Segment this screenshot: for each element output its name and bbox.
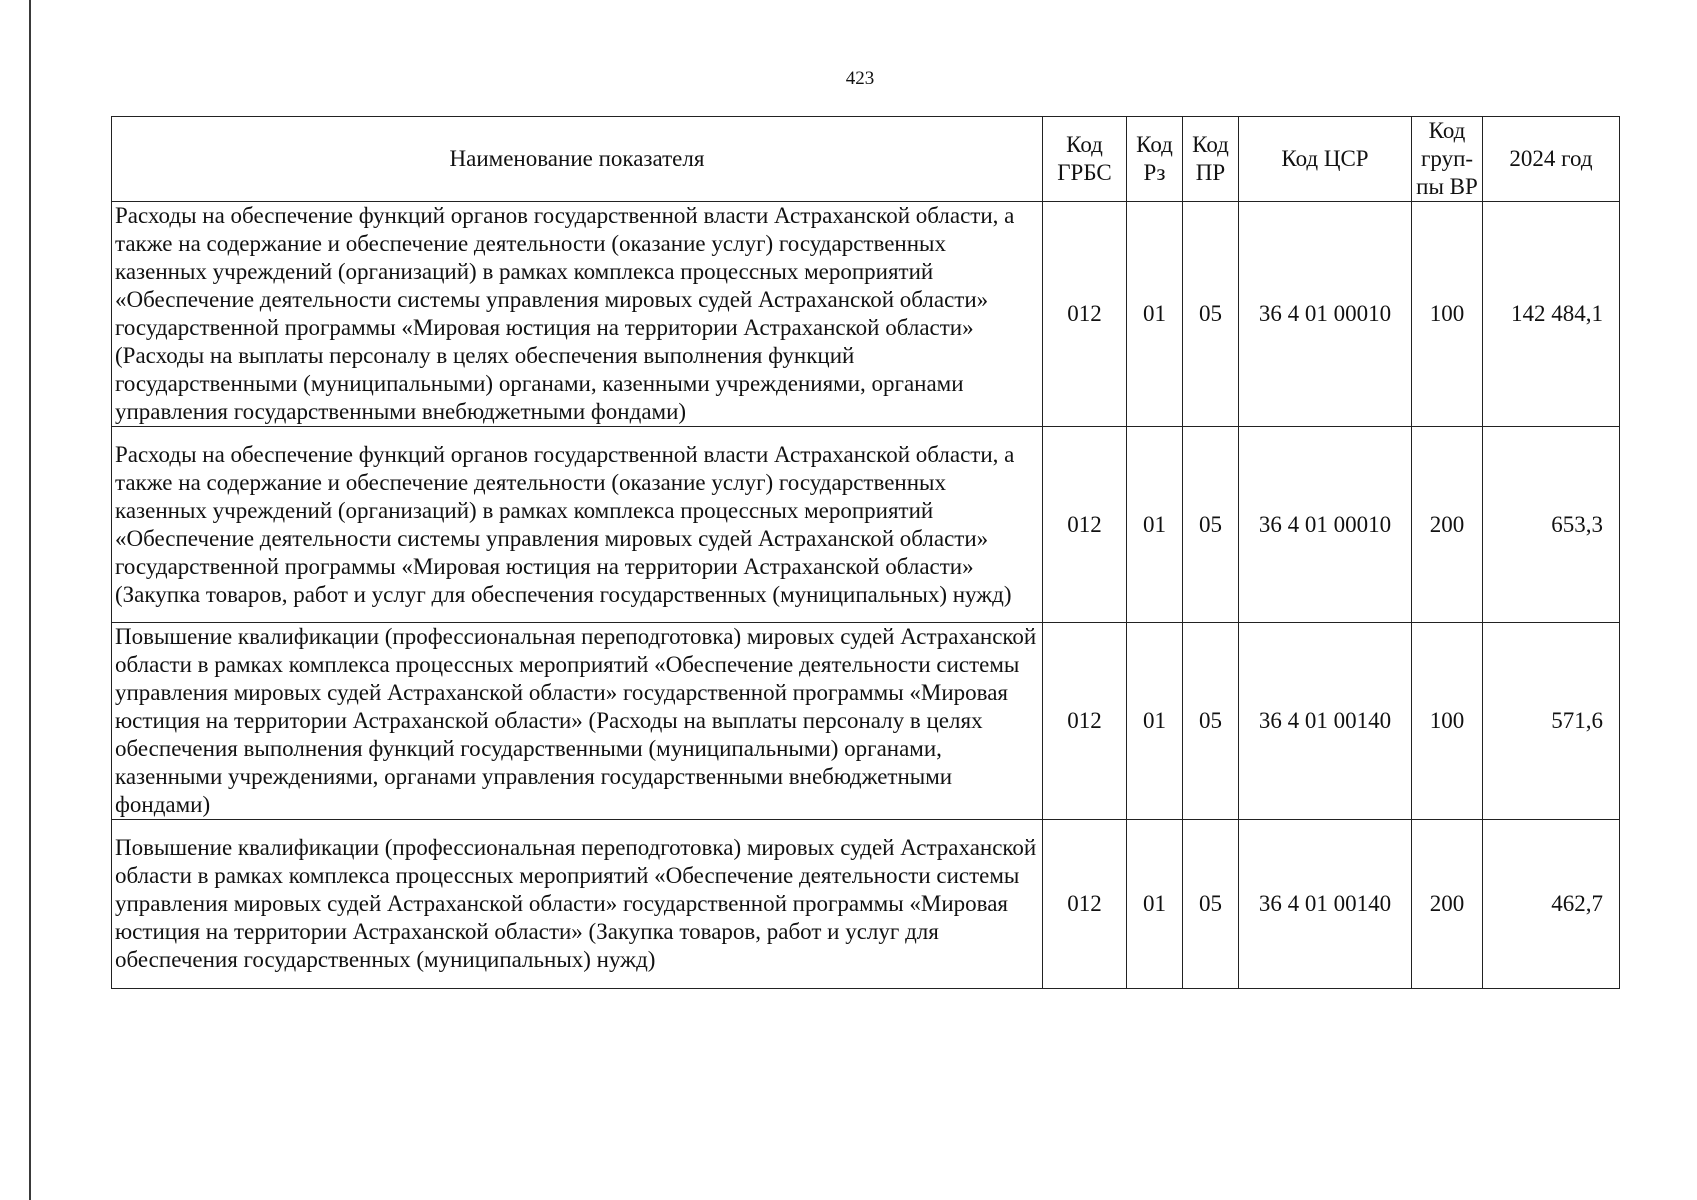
row-grbs: 012 [1043,427,1127,623]
table-row [112,202,1620,427]
row-rz: 01 [1127,623,1183,820]
row-amount: 462,7 [1483,820,1620,989]
row-pr: 05 [1183,820,1239,989]
row-grbs: 012 [1043,623,1127,820]
row-rz: 01 [1127,427,1183,623]
row-vr: 100 [1412,623,1483,820]
row-amount: 653,3 [1483,427,1620,623]
row-grbs: 012 [1043,820,1127,989]
row-csr: 36 4 01 00140 [1239,623,1412,820]
row-vr: 200 [1412,820,1483,989]
row-name: Расходы на обеспечение функций органов государственной власти Астраханской области, а также на содержание и обеспечение деятельности (оказание услуг) государственных казенных учреждений (организаций) в рамках комплекса процессных мероприятий «Обеспечение деятельности системы управления мировых судей Астраханской области» государственной программы «Мировая юстиция на территории Астраханской области» (Закупка товаров, работ и услуг для обеспечения государственных (муниципальных) нужд) [112,427,1043,623]
header-vr: Код груп-пы ВР [1412,117,1483,202]
header-name: Наименование показателя [112,117,1043,202]
row-name: Повышение квалификации (профессиональная переподготовка) мировых судей Астраханской области в рамках комплекса процессных мероприятий «Обеспечение деятельности системы управления мировых судей Астраханской области» государственной программы «Мировая юстиция на территории Астраханской области» (Закупка товаров, работ и услуг для обеспечения государственных (муниципальных) нужд) [112,820,1043,989]
row-vr: 200 [1412,427,1483,623]
header-grbs: Код ГРБС [1043,117,1127,202]
row-pr: 05 [1183,427,1239,623]
header-csr: Код ЦСР [1239,117,1412,202]
row-pr: 05 [1183,202,1239,427]
row-amount: 571,6 [1483,623,1620,820]
row-csr: 36 4 01 00140 [1239,820,1412,989]
row-csr: 36 4 01 00010 [1239,202,1412,427]
row-amount: 142 484,1 [1483,202,1620,427]
row-rz: 01 [1127,202,1183,427]
table-row [112,623,1620,820]
row-rz: 01 [1127,820,1183,989]
table-header-row [112,117,1620,202]
table-row [112,820,1620,989]
row-grbs: 012 [1043,202,1127,427]
row-vr: 100 [1412,202,1483,427]
row-csr: 36 4 01 00010 [1239,427,1412,623]
binding-margin-line [29,0,31,1200]
budget-table [111,116,1620,989]
table-row [112,427,1620,623]
row-name: Расходы на обеспечение функций органов государственной власти Астраханской области, а также на содержание и обеспечение деятельности (оказание услуг) государственных казенных учреждений (организаций) в рамках комплекса процессных мероприятий «Обеспечение деятельности системы управления мировых судей Астраханской области» государственной программы «Мировая юстиция на территории Астраханской области» (Расходы на выплаты персоналу в целях обеспечения выполнения функций государственными (муниципальными) органами, казенными учреждениями, органами управления государственными внебюджетными фондами) [112,202,1043,427]
header-year: 2024 год [1483,117,1620,202]
header-rz: Код Рз [1127,117,1183,202]
row-pr: 05 [1183,623,1239,820]
page-number: 423 [845,68,875,89]
header-pr: Код ПР [1183,117,1239,202]
row-name: Повышение квалификации (профессиональная переподготовка) мировых судей Астраханской области в рамках комплекса процессных мероприятий «Обеспечение деятельности системы управления мировых судей Астраханской области» государственной программы «Мировая юстиция на территории Астраханской области» (Расходы на выплаты персоналу в целях обеспечения выполнения функций государственными (муниципальными) органами, казенными учреждениями, органами управления государственными внебюджетными фондами) [112,623,1043,820]
